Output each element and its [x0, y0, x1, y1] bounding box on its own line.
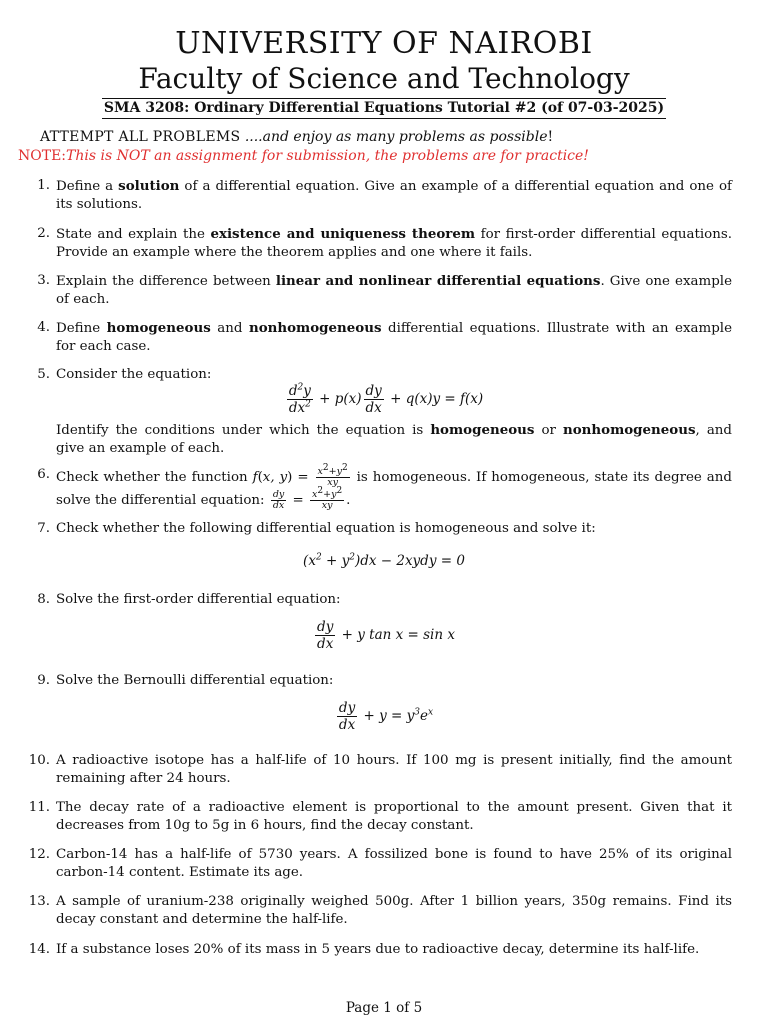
equation-9: $\frac{dy}{dx}$ + $y = y^3e^x$	[338, 700, 434, 733]
equation-8: $\frac{dy}{dx}$ + y tan x = sin x	[317, 619, 455, 652]
problem-text: Define homogeneous and nonhomogeneous differential equations. Illustrate with an example for each case.	[56, 320, 732, 354]
problem-text: State and explain the existence and uniqueness theorem for first-order differential equations. Provide an example where the theorem applies and one where it fails.	[56, 226, 732, 260]
problem-number: 6.	[37, 467, 50, 482]
problem-number: 3.	[37, 273, 50, 288]
note-label: NOTE:	[18, 148, 67, 164]
document-header	[0, 28, 768, 119]
problem-number: 14.	[28, 942, 50, 957]
note-line	[18, 148, 589, 164]
problem-number: 5.	[37, 367, 50, 382]
note-text: This is NOT an assignment for submission, the problems are for practice!	[66, 148, 589, 164]
problem-text: A sample of uranium-238 originally weighed 500g. After 1 billion years, 350g remains. Find its decay constant and determine the half-life.	[56, 894, 732, 927]
university-title: UNIVERSITY OF NAIROBI	[175, 26, 593, 61]
problem-text: Check whether the function f(x, y) = $\frac{x^2+y^2}{xy}$ is homogeneous. If homogeneous, state its degree and solve the differential equation: $\frac{dy}{dx}$ = $\frac{x^2+y^2}{xy}$ .	[56, 462, 732, 511]
problem-text: Solve the first-order differential equation:	[56, 592, 341, 607]
problem-text: A radioactive isotope has a half-life of 10 hours. If 100 mg is present initially, find the amount remaining after 24 hours.	[56, 753, 732, 786]
problem-text: Carbon-14 has a half-life of 5730 years. A fossilized bone is found to have 25% of its original carbon-14 content. Estimate its age.	[56, 847, 732, 880]
attempt-italic: ....and enjoy as many problems as possible	[244, 129, 548, 145]
problem-number: 10.	[28, 753, 50, 768]
equation-7: $(x^2 + y^2)dx$ − 2xydy = 0	[303, 552, 465, 569]
problem-number: 8.	[37, 592, 50, 607]
problem-text: Identify the conditions under which the equation is homogeneous or nonhomogeneous, and give an example of each.	[56, 422, 732, 456]
problem-text: The decay rate of a radioactive element is proportional to the amount present. Given that it decreases from 10g to 5g in 6 hours, find the decay constant.	[56, 800, 732, 833]
problem-number: 11.	[28, 800, 50, 815]
problem-number: 9.	[37, 673, 50, 688]
problem-text: If a substance loses 20% of its mass in 5 years due to radioactive decay, determine its half-life.	[56, 942, 700, 957]
problem-text: Solve the Bernoulli differential equation:	[56, 673, 334, 688]
problem-number: 7.	[37, 521, 50, 536]
problem-text: Explain the difference between linear and nonlinear differential equations. Give one example of each.	[56, 273, 732, 307]
attempt-end: !	[547, 129, 554, 145]
faculty-title: Faculty of Science and Technology	[138, 62, 630, 95]
problem-number: 13.	[28, 894, 50, 909]
problem-number: 4.	[37, 320, 50, 335]
equation-5: $\frac{d^2y}{dx^2}$ + p(x) $\frac{dy}{dx}$ + q(x)y = f(x)	[288, 382, 484, 416]
problem-number: 12.	[28, 847, 50, 862]
attempt-heading: ATTEMPT ALL PROBLEMS	[40, 129, 241, 145]
problem-text: Consider the equation:	[56, 367, 212, 382]
problem-number: 1.	[37, 178, 50, 193]
course-subtitle: SMA 3208: Ordinary Differential Equations Tutorial #2 (of 07-03-2025)	[102, 98, 666, 119]
problem-number: 2.	[37, 226, 50, 241]
attempt-line	[40, 129, 553, 145]
problem-text: Define a solution of a differential equation. Give an example of a differential equation and one of its solutions.	[56, 178, 732, 212]
problem-text: Check whether the following differential equation is homogeneous and solve it:	[56, 521, 596, 536]
page-number: Page 1 of 5	[345, 1000, 423, 1016]
